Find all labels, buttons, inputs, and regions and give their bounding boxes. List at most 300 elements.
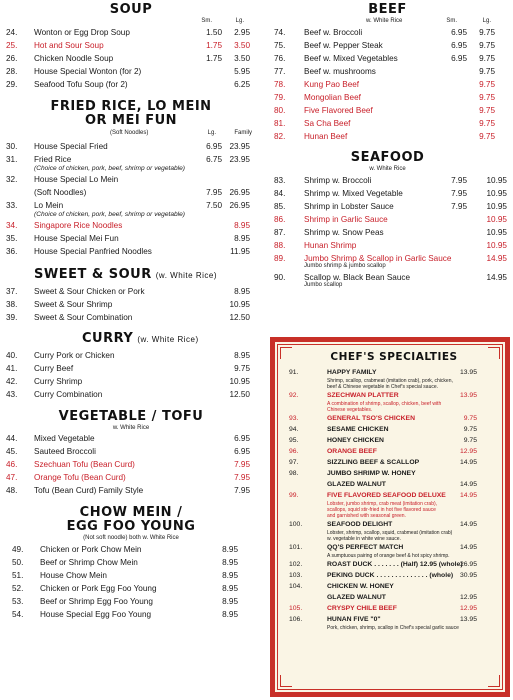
specialty-item: [289, 457, 499, 468]
item-price-large: 2.95: [234, 28, 250, 37]
menu-item: [0, 153, 262, 166]
item-price-large: 14.95: [486, 273, 507, 282]
item-number: 25.: [6, 41, 18, 50]
item-name: JUMBO SHRIMP W. HONEY: [327, 470, 416, 477]
item-price-large: 6.25: [234, 80, 250, 89]
item-name: (Soft Noodles): [34, 188, 87, 197]
menu-item: [262, 213, 513, 226]
item-number: 83.: [274, 176, 286, 185]
menu-item: [0, 173, 262, 186]
item-description: beef & Chinese vegetable in Chef's special sauce.: [327, 384, 439, 390]
item-number: 47.: [6, 473, 18, 482]
item-number: 104.: [289, 583, 303, 590]
item-price-large: 10.95: [486, 176, 507, 185]
item-price: 26.95: [459, 561, 477, 568]
specialty-item: [289, 435, 499, 446]
item-name: House Special Fried: [34, 142, 108, 151]
item-number: 99.: [289, 492, 299, 499]
item-number: 40.: [6, 351, 18, 360]
menu-item: [262, 78, 513, 91]
menu-item: [0, 65, 262, 78]
price-header: [0, 17, 262, 26]
item-name: Hunan Shrimp: [304, 241, 357, 250]
item-price: 10.95: [229, 300, 250, 309]
specialty-item: [289, 592, 499, 603]
item-number: 77.: [274, 67, 286, 76]
item-price-small: 6.95: [206, 142, 222, 151]
item-price: 8.95: [222, 597, 238, 606]
item-name: House Special Egg Foo Young: [40, 610, 152, 619]
item-number: 94.: [289, 426, 299, 433]
menu-item: [0, 556, 262, 569]
item-price-small: 7.50: [206, 201, 222, 210]
section-title-egg-foo-young: EGG FOO YOUNG: [66, 519, 196, 534]
menu-item: [0, 471, 262, 484]
item-name: ROAST DUCK . . . . . . . (Half) 12.95 (whole): [327, 561, 463, 568]
item-name: PEKING DUCK . . . . . . . . . . . . . . (whole): [327, 572, 454, 579]
item-price: 12.50: [229, 313, 250, 322]
specialty-item: [289, 570, 499, 581]
item-price-large: 26.95: [229, 201, 250, 210]
item-number: 98.: [289, 470, 299, 477]
item-name: GLAZED WALNUT: [327, 594, 386, 601]
item-price: 14.95: [459, 481, 477, 488]
item-name: Seafood Tofu Soup (for 2): [34, 80, 128, 89]
menu-item: [0, 298, 262, 311]
section-title-chefs-specialties: CHEF'S SPECIALTIES: [330, 351, 458, 363]
item-number: 48.: [6, 486, 18, 495]
item-price-large: 9.75: [479, 106, 495, 115]
item-name: Chicken or Pork Egg Foo Young: [40, 584, 157, 593]
section-title-curry: [0, 332, 262, 347]
section-subtitle: w. White Rice: [112, 425, 150, 431]
item-price: 9.75: [463, 437, 477, 444]
item-price: 30.95: [459, 572, 477, 579]
item-name: Beef w. Broccoli: [304, 28, 363, 37]
item-number: 91.: [289, 369, 299, 376]
item-number: 30.: [6, 142, 18, 151]
item-number: 82.: [274, 132, 286, 141]
item-price-large: 10.95: [486, 228, 507, 237]
item-name: Beef w. mushrooms: [304, 67, 376, 76]
item-number: 52.: [12, 584, 24, 593]
item-description: Lobster, shrimp, scallop, squid, crabmeat (imitation crab): [327, 530, 453, 536]
item-number: 28.: [6, 67, 18, 76]
item-number: 46.: [6, 460, 18, 469]
item-number: 37.: [6, 287, 18, 296]
item-price-large: 3.50: [234, 54, 250, 63]
menu-item: [0, 375, 262, 388]
item-description: and garnished with seasonal green.: [327, 513, 406, 519]
section-subtitle: (w. White Rice): [137, 335, 199, 344]
item-name: SIZZLING BEEF & SCALLOP: [327, 459, 420, 466]
item-price: 12.95: [459, 605, 477, 612]
item-number: 34.: [6, 221, 18, 230]
item-price: 8.95: [222, 545, 238, 554]
item-price: 10.95: [229, 377, 250, 386]
item-number: 49.: [12, 545, 24, 554]
item-name: Mixed Vegetable: [34, 434, 95, 443]
specialty-item: [289, 542, 499, 553]
item-price: 13.95: [459, 392, 477, 399]
section-subtitle: w. White Rice: [366, 18, 403, 24]
item-price: 9.75: [463, 415, 477, 422]
menu-item: [0, 484, 262, 497]
item-name: Wonton or Egg Drop Soup: [34, 28, 130, 37]
item-number: 26.: [6, 54, 18, 63]
menu-item: [262, 104, 513, 117]
item-name: Curry Shrimp: [34, 377, 83, 386]
item-name: Jumbo Shrimp & Scallop in Garlic Sauce: [304, 254, 452, 263]
price-header: [0, 128, 262, 140]
item-name: Beef or Shrimp Egg Foo Young: [40, 597, 153, 606]
item-name: Szechuan Tofu (Bean Curd): [34, 460, 135, 469]
item-name: Shrimp w. Snow Peas: [304, 228, 384, 237]
menu-item: [0, 39, 262, 52]
item-name: House Special Mei Fun: [34, 234, 119, 243]
item-name: Shrimp in Lobster Sauce: [304, 202, 394, 211]
item-number: 42.: [6, 377, 18, 386]
price-header-large: Lg.: [207, 130, 216, 136]
item-number: 51.: [12, 571, 24, 580]
item-price: 8.95: [222, 584, 238, 593]
item-price: 8.95: [222, 610, 238, 619]
item-number: 31.: [6, 155, 18, 164]
item-name: Sweet & Sour Chicken or Pork: [34, 287, 145, 296]
menu-item: [262, 226, 513, 239]
item-price-large: 10.95: [486, 241, 507, 250]
item-description: Chinese vegetables.: [327, 407, 373, 413]
menu-item: [262, 91, 513, 104]
section-title-soup: SOUP: [109, 2, 153, 17]
menu-item: [262, 200, 513, 213]
item-number: 92.: [289, 392, 299, 399]
menu-item: [0, 245, 262, 258]
section-title-sweet-sour: [0, 268, 262, 283]
item-name: House Special Panfried Noodles: [34, 247, 152, 256]
item-price-small: 7.95: [206, 188, 222, 197]
item-name: Sweet & Sour Shrimp: [34, 300, 113, 309]
specialty-item: [289, 479, 499, 490]
item-number: 53.: [12, 597, 24, 606]
specialty-item: [289, 614, 499, 625]
specialty-item: [289, 490, 499, 501]
item-price-small: 6.95: [451, 28, 467, 37]
item-price-large: 3.50: [234, 41, 250, 50]
section-subtitle: (w. White Rice): [155, 271, 217, 280]
item-price: 7.95: [234, 460, 250, 469]
item-description: Pork, chicken, shrimp, scallop in Chef's special garlic sauce: [327, 625, 459, 631]
item-price-large: 26.95: [229, 188, 250, 197]
item-name: GENERAL TSO'S CHICKEN: [327, 415, 415, 422]
item-name: House Chow Mein: [40, 571, 107, 580]
menu-item: [0, 349, 262, 362]
menu-item: [0, 219, 262, 232]
item-price: 14.95: [459, 521, 477, 528]
specialty-item: [289, 559, 499, 570]
item-name: House Special Wonton (for 2): [34, 67, 142, 76]
item-name: SEAFOOD DELIGHT: [327, 521, 393, 528]
item-price-large: 23.95: [229, 142, 250, 151]
specialty-item: [289, 519, 499, 530]
item-number: 97.: [289, 459, 299, 466]
item-name: Sa Cha Beef: [304, 119, 351, 128]
item-price-large: 10.95: [486, 189, 507, 198]
item-number: 32.: [6, 175, 18, 184]
item-price-small: 1.50: [206, 28, 222, 37]
menu-item: [0, 445, 262, 458]
section-title-seafood: SEAFOOD: [350, 150, 425, 165]
item-number: 75.: [274, 41, 286, 50]
menu-item: [262, 252, 513, 265]
item-price-large: 9.75: [479, 28, 495, 37]
menu-item: [0, 388, 262, 401]
item-name: Tofu (Bean Curd) Family Style: [34, 486, 144, 495]
item-price-large: 9.75: [479, 80, 495, 89]
item-name: Hunan Beef: [304, 132, 348, 141]
menu-item: [262, 39, 513, 52]
item-price: 14.95: [459, 459, 477, 466]
menu-item: [0, 595, 262, 608]
menu-item: [262, 239, 513, 252]
item-name: House Special Lo Mein: [34, 175, 119, 184]
price-header-family: Family: [234, 130, 252, 136]
item-number: 54.: [12, 610, 24, 619]
item-name: Mongolian Beef: [304, 93, 361, 102]
item-name: Shrimp in Garlic Sauce: [304, 215, 388, 224]
item-price-large: 9.75: [479, 93, 495, 102]
item-price-small: 7.95: [451, 176, 467, 185]
section-subtitle: (Soft Noodles): [110, 130, 149, 136]
item-name: Hot and Sour Soup: [34, 41, 104, 50]
item-description: Lobster, jumbo shrimp, crab meat (imitation crab),: [327, 501, 438, 507]
section-title-fried-rice: FRIED RICE, LO MEIN: [50, 99, 212, 114]
specialty-item: [289, 413, 499, 424]
specialty-item: [289, 390, 499, 401]
item-price-large: 9.75: [479, 67, 495, 76]
item-name: FIVE FLAVORED SEAFOOD DELUXE: [327, 492, 446, 499]
item-name: Orange Tofu (Bean Curd): [34, 473, 126, 482]
specialty-item: [289, 603, 499, 614]
item-number: 105.: [289, 605, 303, 612]
price-header-large: Lg.: [482, 18, 491, 24]
item-name: Scallop w. Black Bean Sauce: [304, 273, 411, 282]
menu-item: [262, 174, 513, 187]
menu-item: [0, 582, 262, 595]
item-price-large: 11.95: [230, 247, 250, 256]
item-price: 7.95: [234, 486, 250, 495]
corner-ornament-icon: [488, 675, 500, 687]
corner-ornament-icon: [280, 675, 292, 687]
item-price-large: 5.95: [234, 67, 250, 76]
menu-item: [262, 52, 513, 65]
item-price: 13.95: [459, 616, 477, 623]
item-number: 89.: [274, 254, 286, 263]
menu-item: [262, 271, 513, 284]
price-header-small: Sm.: [446, 18, 457, 24]
item-number: 80.: [274, 106, 286, 115]
menu-item: [262, 117, 513, 130]
item-note: (Choice of chicken, pork, beef, shrimp or vegetable): [34, 211, 185, 218]
item-price: 8.95: [222, 571, 238, 580]
item-price-small: 6.75: [206, 155, 222, 164]
item-number: 79.: [274, 93, 286, 102]
item-number: 93.: [289, 415, 299, 422]
price-header-small: Sm.: [201, 18, 212, 24]
item-price: 14.95: [459, 544, 477, 551]
item-price-large: 8.95: [234, 234, 250, 243]
item-number: 100.: [289, 521, 303, 528]
item-name: Fried Rice: [34, 155, 72, 164]
item-name: Curry Beef: [34, 364, 74, 373]
item-number: 86.: [274, 215, 286, 224]
item-number: 87.: [274, 228, 286, 237]
item-number: 85.: [274, 202, 286, 211]
item-price-large: 9.75: [479, 132, 495, 141]
item-number: 74.: [274, 28, 286, 37]
item-name: QQ'S PERFECT MATCH: [327, 544, 404, 551]
item-name: CRYSPY CHILE BEEF: [327, 605, 397, 612]
item-number: 96.: [289, 448, 299, 455]
item-description: A sumptuous pairing of orange beef & hot spicy shrimp.: [327, 553, 450, 559]
item-price: 12.95: [459, 448, 477, 455]
item-number: 81.: [274, 119, 286, 128]
item-number: 35.: [6, 234, 18, 243]
menu-item: [0, 285, 262, 298]
specialty-item: [289, 468, 499, 479]
item-number: 45.: [6, 447, 18, 456]
item-price-large: 10.95: [486, 202, 507, 211]
item-name: SZECHWAN PLATTER: [327, 392, 399, 399]
item-number: 90.: [274, 273, 286, 282]
item-name: Beef or Shrimp Chow Mein: [40, 558, 138, 567]
specialty-item: [289, 367, 499, 378]
item-price: 8.95: [234, 287, 250, 296]
item-price: 12.50: [229, 390, 250, 399]
menu-item: [0, 458, 262, 471]
item-price-large: 9.75: [479, 41, 495, 50]
item-number: 101.: [289, 544, 303, 551]
item-name: Sweet & Sour Combination: [34, 313, 133, 322]
section-title-vegetable-tofu: VEGETABLE / TOFU: [58, 409, 204, 424]
item-name: Chicken or Pork Chow Mein: [40, 545, 142, 554]
item-name: Singapore Rice Noodles: [34, 221, 123, 230]
menu-item: [0, 232, 262, 245]
item-price: 9.75: [234, 364, 250, 373]
menu-item: [0, 608, 262, 621]
item-number: 106.: [289, 616, 303, 623]
section-subtitle: w. White Rice: [369, 166, 406, 172]
item-price-large: 23.95: [229, 155, 250, 164]
menu-item: [262, 65, 513, 78]
item-name: GLAZED WALNUT: [327, 481, 386, 488]
item-number: 84.: [274, 189, 286, 198]
item-number: 95.: [289, 437, 299, 444]
item-price-large: 9.75: [479, 54, 495, 63]
item-price-small: 6.95: [451, 41, 467, 50]
item-price: 9.75: [463, 426, 477, 433]
price-header: [262, 17, 513, 26]
item-note: Jumbo scallop: [304, 282, 343, 288]
chefs-specialties-list: [289, 350, 499, 631]
item-number: 41.: [6, 364, 18, 373]
item-name: Kung Pao Beef: [304, 80, 360, 89]
item-price-small: 1.75: [206, 41, 222, 50]
item-number: 50.: [12, 558, 24, 567]
item-number: 36.: [6, 247, 18, 256]
right-column: [262, 0, 513, 290]
item-price-small: 7.95: [451, 202, 467, 211]
item-price-large: 8.95: [234, 221, 250, 230]
item-number: 78.: [274, 80, 286, 89]
menu-item: [262, 26, 513, 39]
item-note: (Choice of chicken, pork, beef, shrimp or vegetable): [34, 165, 185, 172]
price-header-large: Lg.: [235, 18, 244, 24]
item-price-large: 14.95: [486, 254, 507, 263]
item-name: HONEY CHICKEN: [327, 437, 384, 444]
item-name: Five Flavored Beef: [304, 106, 373, 115]
section-title-mei-fun: OR MEI FUN: [84, 113, 178, 128]
item-price-small: 6.95: [451, 54, 467, 63]
item-number: 24.: [6, 28, 18, 37]
menu-item: [0, 26, 262, 39]
item-number: 44.: [6, 434, 18, 443]
item-name: Lo Mein: [34, 201, 64, 210]
item-number: 102.: [289, 561, 303, 568]
item-name: Shrimp w. Mixed Vegetable: [304, 189, 403, 198]
item-description: A combination of shrimp, scallop, chicken, beef with: [327, 401, 442, 407]
item-price: 6.95: [234, 434, 250, 443]
section-title-chow-mein: CHOW MEIN /: [79, 505, 183, 520]
item-price: 13.95: [459, 369, 477, 376]
item-name: Chicken Noodle Soup: [34, 54, 114, 63]
item-price: 12.95: [459, 594, 477, 601]
menu-item: [262, 187, 513, 200]
item-number: 33.: [6, 201, 18, 210]
item-price: 6.95: [234, 447, 250, 456]
item-name: Sauteed Broccoli: [34, 447, 96, 456]
item-description: w. vegetable in white wine sauce.: [327, 536, 401, 542]
item-price-small: 7.95: [451, 189, 467, 198]
menu-item: [0, 311, 262, 324]
section-title-beef: BEEF: [368, 2, 407, 17]
specialty-item: [289, 446, 499, 457]
item-number: 38.: [6, 300, 18, 309]
menu-item: [0, 186, 262, 199]
item-name: Beef w. Mixed Vegetables: [304, 54, 398, 63]
item-price-large: 9.75: [479, 119, 495, 128]
item-name: ORANGE BEEF: [327, 448, 377, 455]
item-price: 8.95: [222, 558, 238, 567]
menu-item: [0, 140, 262, 153]
item-name: Curry Combination: [34, 390, 103, 399]
item-price: 14.95: [459, 492, 477, 499]
menu-item: [0, 432, 262, 445]
item-number: 76.: [274, 54, 286, 63]
item-description: scallops, squid stir-fried in hot five flavored sauce: [327, 507, 436, 513]
specialty-item: [289, 581, 499, 592]
menu-item: [0, 569, 262, 582]
menu-item: [0, 52, 262, 65]
section-title-text: CURRY: [82, 331, 134, 346]
item-price-small: 1.75: [206, 54, 222, 63]
item-name: SESAME CHICKEN: [327, 426, 389, 433]
item-name: CHICKEN W. HONEY: [327, 583, 394, 590]
item-price-large: 10.95: [486, 215, 507, 224]
item-name: HUNAN FIVE "0": [327, 616, 381, 623]
item-number: 29.: [6, 80, 18, 89]
item-name: Curry Pork or Chicken: [34, 351, 115, 360]
